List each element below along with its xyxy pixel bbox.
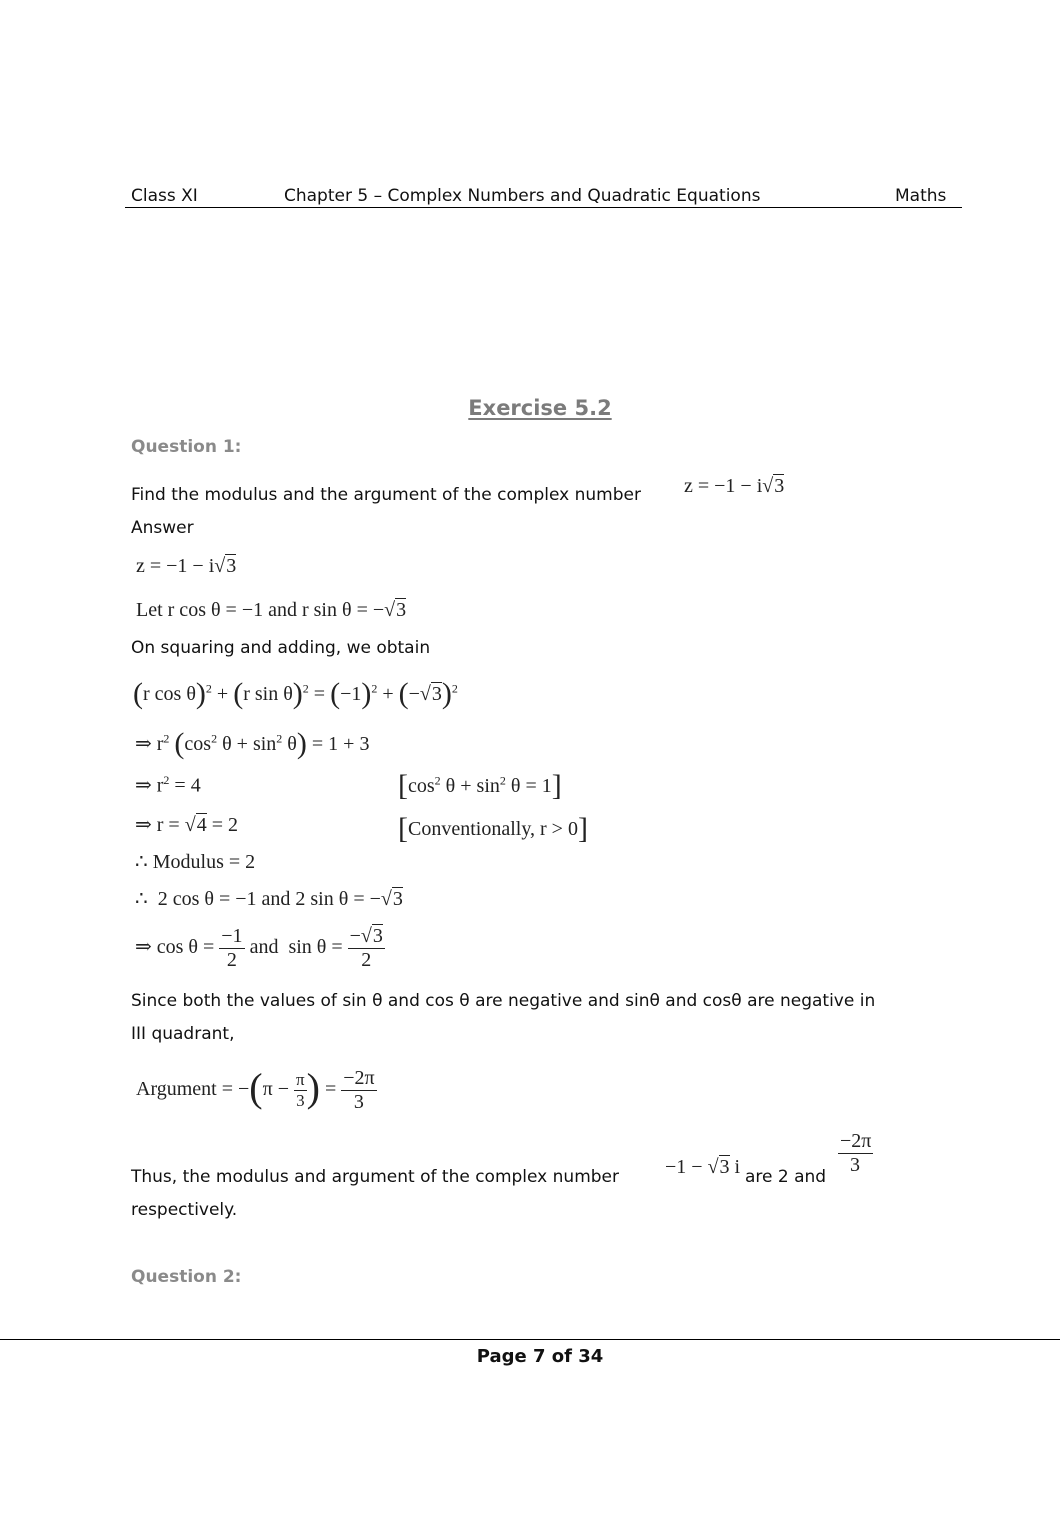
question-2-heading: Question 2: [131, 1267, 242, 1287]
footer-rule [0, 1339, 1060, 1340]
page-number: Page 7 of 34 [476, 1346, 604, 1367]
note-identity: [$\cos^2$ $\theta + \sin^2 \theta = 1$] [398, 769, 562, 802]
solution-line-argument: Argument = −(π − $\frac{\pi}{3}$ ) = $\frac{-2\pi}{3}$ [136, 1065, 375, 1113]
thus-math: −1 − √3 i [665, 1156, 741, 1178]
thus-text-1: Thus, the modulus and argument of the complex number [131, 1167, 619, 1187]
solution-line-r: ⇒ r = √4 = 2 [135, 814, 238, 836]
question-1-prompt-math: z = −1 − i√3 [684, 475, 785, 497]
solution-line-r2: ⇒ $r^2$ ($\cos^2$ $\theta + \sin^2 \theta) = 1 + 3$ [135, 727, 370, 760]
squaring-text: On squaring and adding, we obtain [131, 638, 431, 658]
answer-label: Answer [131, 518, 194, 538]
since-text-1: Since both the values of sin θ and cos θ are negative and sinθ and cosθ are negative in [131, 991, 876, 1011]
question-1-prompt: Find the modulus and the argument of the complex number [131, 485, 641, 505]
solution-line-r2-4: ⇒ $r^2 = 4$ [135, 773, 201, 797]
question-1-heading: Question 1: [131, 437, 242, 457]
header-rule [125, 207, 962, 208]
header-class: Class XI [131, 186, 198, 206]
note-conventionally: [Conventionally, r > 0] [398, 812, 588, 845]
solution-line-let: Let r cos θ = −1 and r sin θ = −√3 [136, 599, 407, 621]
thus-arg: $\frac{-2\pi}{3}$ [840, 1130, 872, 1176]
solution-line-modulus: ∴ Modulus = 2 [135, 851, 256, 873]
solution-line-2cos: ∴ 2 cos θ = −1 and 2 sin θ = −√3 [135, 888, 403, 910]
exercise-title: Exercise 5.2 [468, 396, 612, 420]
solution-line-cos-sin: ⇒ cos θ = $\frac{-1}{2}$ and sin θ = $\frac{-√3}{2}$ [135, 925, 383, 971]
header-chapter: Chapter 5 – Complex Numbers and Quadratic Equations [284, 186, 761, 206]
thus-text-2: are 2 and [745, 1167, 827, 1187]
header-subject: Maths [895, 186, 947, 206]
thus-text-3: respectively. [131, 1200, 238, 1220]
solution-line-sum: (r cos θ)$^2$ + (r $\sin \theta)^2 = (-1)^2 + (-√3)^2$ [133, 677, 458, 710]
solution-line-z: z = −1 − i√3 [136, 555, 237, 577]
since-text-2: III quadrant, [131, 1024, 235, 1044]
